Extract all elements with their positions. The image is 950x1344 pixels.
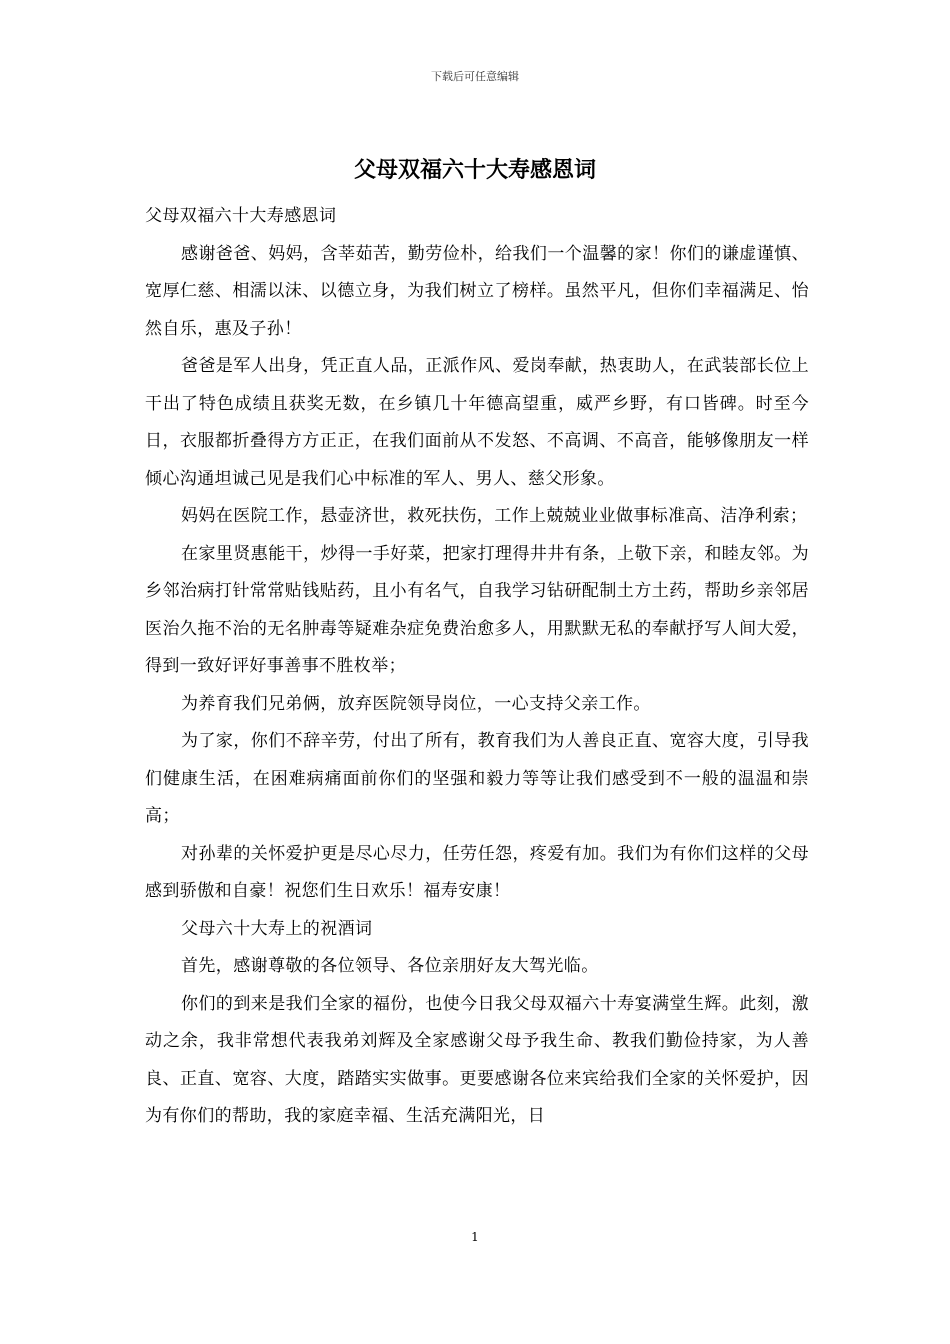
document-subtitle: 父母双福六十大寿感恩词: [145, 206, 337, 226]
document-body: [145, 198, 809, 1136]
section-heading: 父母六十大寿上的祝酒词: [181, 918, 373, 939]
document-title: 父母双福六十大寿感恩词: [353, 157, 596, 183]
header-note: 下载后可任意编辑: [431, 70, 519, 83]
paragraph: 首先，感谢尊敬的各位领导、各位亲朋好友大驾光临。: [181, 956, 599, 976]
paragraph: 妈妈在医院工作，悬壶济世，救死扶伤，工作上兢兢业业做事标准高、洁净利索；: [181, 506, 808, 526]
paragraph: 为养育我们兄弟俩，放弃医院领导岗位，一心支持父亲工作。: [181, 693, 651, 714]
page-number: 1: [471, 1230, 479, 1244]
paragraph: 爸爸是军人出身，凭正直人品，正派作风、爱岗奉献，热衷助人，在武装部长位上干出了特色成绩且获奖无数，在乡镇几十年德高望重，威严乡野，有口皆碑。时至今日，衣服都折叠得方方正正，在我们面前从不发怒、不高调、不高音，能够像朋友一样倾心沟通坦诚己见是我们心中标准的军人、男人、慈父形象。: [145, 356, 809, 489]
paragraph: 为了家，你们不辞辛劳，付出了所有，教育我们为人善良正直、宽容大度，引导我们健康生活，在困难病痛面前你们的坚强和毅力等等让我们感受到不一般的温温和崇高；: [145, 731, 809, 826]
paragraph: 对孙辈的关怀爱护更是尽心尽力，任劳任怨，疼爱有加。我们为有你们这样的父母感到骄傲和自豪！祝您们生日欢乐！福寿安康！: [145, 843, 809, 901]
paragraph: 感谢爸爸、妈妈，含莘茹苦，勤劳俭朴，给我们一个温馨的家！你们的谦虚谨慎、宽厚仁慈、相濡以沫、以德立身，为我们树立了榜样。虽然平凡，但你们幸福满足、怡然自乐，惠及子孙！: [145, 243, 809, 339]
paragraph: 你们的到来是我们全家的福份，也使今日我父母双福六十寿宴满堂生辉。此刻，激动之余，我非常想代表我弟刘辉及全家感谢父母予我生命、教我们勤俭持家，为人善良、正直、宽容、大度，踏踏实实做事。更要感谢各位来宾给我们全家的关怀爱护，因为有你们的帮助，我的家庭幸福、生活充满阳光，日: [145, 993, 809, 1126]
paragraph: 在家里贤惠能干，炒得一手好菜，把家打理得井井有条，上敬下亲，和睦友邻。为乡邻治病打针常常贴钱贴药，且小有名气，自我学习钻研配制土方土药，帮助乡亲邻居医治久拖不治的无名肿毒等疑难杂症免费治愈多人，用默默无私的奉献抒写人间大爱，得到一致好评好事善事不胜枚举；: [145, 543, 809, 676]
